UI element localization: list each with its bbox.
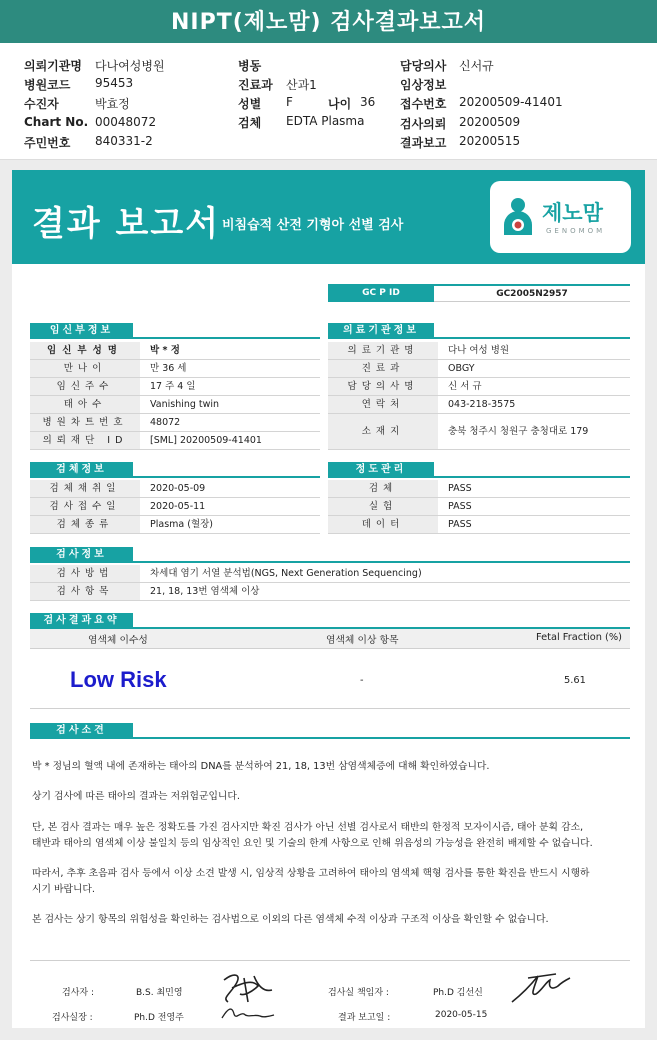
id-value: 840331-2 bbox=[95, 134, 153, 148]
report-value: 20200515 bbox=[459, 134, 521, 148]
test-row-label: 검사항목 bbox=[30, 583, 140, 600]
sex-label: 성별 bbox=[238, 97, 262, 111]
institution-row-value: 043-218-3575 bbox=[448, 399, 516, 410]
pregnant-row bbox=[30, 396, 320, 414]
pregnant-divider bbox=[30, 337, 320, 339]
pregnant-row-label: 의뢰재단 ID bbox=[30, 432, 140, 449]
pregnant-row-label: 임신주수 bbox=[30, 378, 140, 395]
gcpid-value: GC2005N2957 bbox=[434, 284, 630, 302]
institution-row bbox=[328, 414, 630, 450]
institution-row bbox=[328, 342, 630, 360]
test-row-label: 검사방법 bbox=[30, 565, 140, 582]
qc-divider bbox=[328, 476, 630, 478]
specimen-row-label: 검체종류 bbox=[30, 516, 140, 533]
test-section-title: 검사정보 bbox=[30, 547, 133, 562]
date-label: 결과 보고일 : bbox=[338, 1013, 391, 1023]
summary-section-title: 검사결과요약 bbox=[30, 613, 133, 628]
specimen-row bbox=[30, 480, 320, 498]
specimen-row-value: 2020-05-11 bbox=[150, 501, 206, 512]
banner-subtitle: 비침습적 산전 기형아 선별 검사 bbox=[222, 218, 404, 233]
specimen-section-title: 검체정보 bbox=[30, 462, 133, 477]
pregnant-row-value: Vanishing twin bbox=[150, 399, 220, 410]
code-value: 95453 bbox=[95, 76, 134, 90]
logo-text: 제노맘 bbox=[542, 201, 603, 225]
id-label: 주민번호 bbox=[24, 136, 71, 150]
finding-paragraph-3b: 태반과 태아의 염색체 이상 불일치 등의 임상적인 요인 및 기술의 한계 사항으로 인해 위음성의 가능성을 완전히 배제할 수 없습니다. bbox=[32, 838, 593, 849]
institution-row-value: 다나 여성 병원 bbox=[448, 345, 510, 356]
logo-subtext: GENOMOM bbox=[546, 227, 606, 235]
test-row-value: 21, 18, 13번 염색체 이상 bbox=[150, 586, 260, 597]
patient-header bbox=[0, 51, 657, 160]
report-label: 결과보고 bbox=[400, 136, 447, 150]
pregnant-row-label: 만나이 bbox=[30, 360, 140, 377]
institution-row-label: 진료과 bbox=[328, 360, 438, 377]
institution-section-title: 의료기관정보 bbox=[328, 323, 434, 338]
banner-title: 결과 보고서 bbox=[32, 204, 221, 244]
pregnant-section-title: 임신부정보 bbox=[30, 323, 133, 338]
sex-value: F bbox=[286, 95, 293, 109]
risk-result: Low Risk bbox=[70, 667, 167, 692]
age-label: 나이 bbox=[328, 97, 352, 111]
patient-value: 박효정 bbox=[95, 97, 130, 111]
qc-row-value: PASS bbox=[448, 501, 472, 512]
qc-row-value: PASS bbox=[448, 519, 472, 530]
specimen-label: 검체 bbox=[238, 116, 262, 130]
qc-row bbox=[328, 480, 630, 498]
specimen-row-value: 2020-05-09 bbox=[150, 483, 206, 494]
lab-head-value: Ph.D 전영주 bbox=[134, 1013, 184, 1023]
pregnant-row-label: 병원차트번호 bbox=[30, 414, 140, 431]
specimen-divider bbox=[30, 476, 320, 478]
chief-signature bbox=[508, 968, 574, 1008]
signature-rule bbox=[30, 960, 630, 961]
qc-row-label: 검체 bbox=[328, 480, 438, 497]
qc-row bbox=[328, 516, 630, 534]
tester-value: B.S. 최민영 bbox=[136, 988, 183, 998]
chief-label: 검사실 책임자 : bbox=[328, 988, 389, 998]
qc-section-title: 정도관리 bbox=[328, 462, 434, 477]
dept-value: 산과1 bbox=[286, 78, 317, 92]
pregnant-row-value: 48072 bbox=[150, 417, 181, 428]
pregnant-row bbox=[30, 342, 320, 360]
institution-row-label: 의료기관명 bbox=[328, 342, 438, 359]
finding-paragraph-4a: 따라서, 추후 초음파 검사 등에서 이상 소견 발생 시, 임상적 상황을 고려하여 태아의 염색체 핵형 검사를 통한 확진을 반드시 시행하 bbox=[32, 868, 590, 879]
fetal-fraction-value: 5.61 bbox=[564, 675, 586, 686]
pregnant-row bbox=[30, 432, 320, 450]
qc-row-label: 데이터 bbox=[328, 516, 438, 533]
lab-head-label: 검사실장 : bbox=[52, 1013, 93, 1023]
report-title: NIPT(제노맘) 검사결과보고서 bbox=[0, 0, 657, 46]
pregnant-row-value: 17 주 4 일 bbox=[150, 381, 196, 392]
summary-col-ff: Fetal Fraction (%) bbox=[536, 632, 622, 643]
ward-label: 병동 bbox=[238, 59, 262, 73]
chief-value: Ph.D 김선신 bbox=[433, 988, 483, 998]
specimen-row-label: 검사접수일 bbox=[30, 498, 140, 515]
pregnant-row-label: 태아수 bbox=[30, 396, 140, 413]
request-value: 20200509 bbox=[459, 115, 521, 129]
accession-label: 접수번호 bbox=[400, 97, 447, 111]
pregnant-row bbox=[30, 414, 320, 432]
date-value: 2020-05-15 bbox=[435, 1010, 488, 1020]
finding-paragraph-4b: 시기 바랍니다. bbox=[32, 884, 96, 895]
doctor-value: 신서규 bbox=[459, 59, 494, 73]
pregnant-row-value: 박 * 정 bbox=[150, 345, 180, 356]
specimen-row bbox=[30, 516, 320, 534]
institution-row-label: 소재지 bbox=[328, 414, 438, 449]
test-divider bbox=[30, 561, 630, 563]
findings-section-title: 검사소견 bbox=[30, 723, 133, 738]
pregnant-row bbox=[30, 360, 320, 378]
institution-row-value: OBGY bbox=[448, 363, 475, 374]
pregnant-row-value: [SML] 20200509-41401 bbox=[150, 435, 262, 446]
genomom-logo bbox=[490, 181, 631, 253]
qc-row bbox=[328, 498, 630, 516]
chart-label: Chart No. bbox=[24, 115, 89, 129]
summary-header-row bbox=[30, 629, 630, 649]
pregnant-row-value: 만 36 세 bbox=[150, 363, 187, 374]
institution-row-value: 신 서 규 bbox=[448, 381, 482, 392]
abnormal-value: - bbox=[360, 675, 364, 686]
finding-paragraph-1: 박 * 정님의 혈액 내에 존재하는 태아의 DNA를 분석하여 21, 18, 13번 삼염색체증에 대해 확인하였습니다. bbox=[32, 761, 490, 772]
accession-value: 20200509-41401 bbox=[459, 95, 563, 109]
institution-row bbox=[328, 396, 630, 414]
specimen-row-value: Plasma (혈장) bbox=[150, 519, 214, 530]
doctor-label: 담당의사 bbox=[400, 59, 447, 73]
patient-label: 수진자 bbox=[24, 97, 59, 111]
specimen-row bbox=[30, 498, 320, 516]
request-label: 검사의뢰 bbox=[400, 117, 447, 131]
summary-bottom-rule bbox=[30, 708, 630, 709]
tester-label: 검사자 : bbox=[62, 988, 94, 998]
summary-col-abnormal: 염색체 이상 항목 bbox=[326, 635, 399, 646]
test-row bbox=[30, 565, 630, 583]
institution-row bbox=[328, 360, 630, 378]
tester-signature bbox=[214, 968, 278, 1026]
pregnant-row bbox=[30, 378, 320, 396]
institution-row-value: 충북 청주시 청원구 충청대로 179 bbox=[448, 426, 589, 437]
clinical-label: 임상정보 bbox=[400, 78, 447, 92]
institution-divider bbox=[328, 337, 630, 339]
finding-paragraph-3a: 단, 본 검사 결과는 매우 높은 정확도를 가진 검사지만 확진 검사가 아닌 선별 검사로서 태반의 한정적 모자이시즘, 태아 분획 감소, bbox=[32, 822, 584, 833]
findings-divider bbox=[30, 737, 630, 739]
code-label: 병원코드 bbox=[24, 78, 71, 92]
specimen-value: EDTA Plasma bbox=[286, 114, 365, 128]
qc-row-value: PASS bbox=[448, 483, 472, 494]
summary-col-aneuploidy: 염색체 이수성 bbox=[88, 635, 148, 646]
specimen-row-label: 검체채취일 bbox=[30, 480, 140, 497]
finding-paragraph-2: 상기 검사에 따른 태아의 결과는 저위험군입니다. bbox=[32, 791, 240, 802]
test-row bbox=[30, 583, 630, 601]
hospital-value: 다나여성병원 bbox=[95, 59, 165, 73]
age-value: 36 bbox=[360, 95, 376, 109]
chart-value: 00048072 bbox=[95, 115, 157, 129]
hospital-label: 의뢰기관명 bbox=[24, 59, 82, 73]
result-banner bbox=[12, 170, 645, 264]
gcpid-label: GC P ID bbox=[328, 284, 434, 302]
logo-icon bbox=[500, 195, 536, 239]
test-row-value: 차세대 염기 서열 분석법(NGS, Next Generation Sequencing) bbox=[150, 568, 422, 579]
pregnant-row-label: 임신부성명 bbox=[30, 342, 140, 359]
dept-label: 진료과 bbox=[238, 78, 273, 92]
institution-row-label: 연락처 bbox=[328, 396, 438, 413]
institution-row-label: 담당의사명 bbox=[328, 378, 438, 395]
institution-row bbox=[328, 378, 630, 396]
report-paper bbox=[12, 170, 645, 1028]
qc-row-label: 실험 bbox=[328, 498, 438, 515]
finding-paragraph-5: 본 검사는 상기 항목의 위험성을 확인하는 검사법으로 이외의 다른 염색체 수적 이상과 구조적 이상을 확인할 수 없습니다. bbox=[32, 914, 549, 925]
